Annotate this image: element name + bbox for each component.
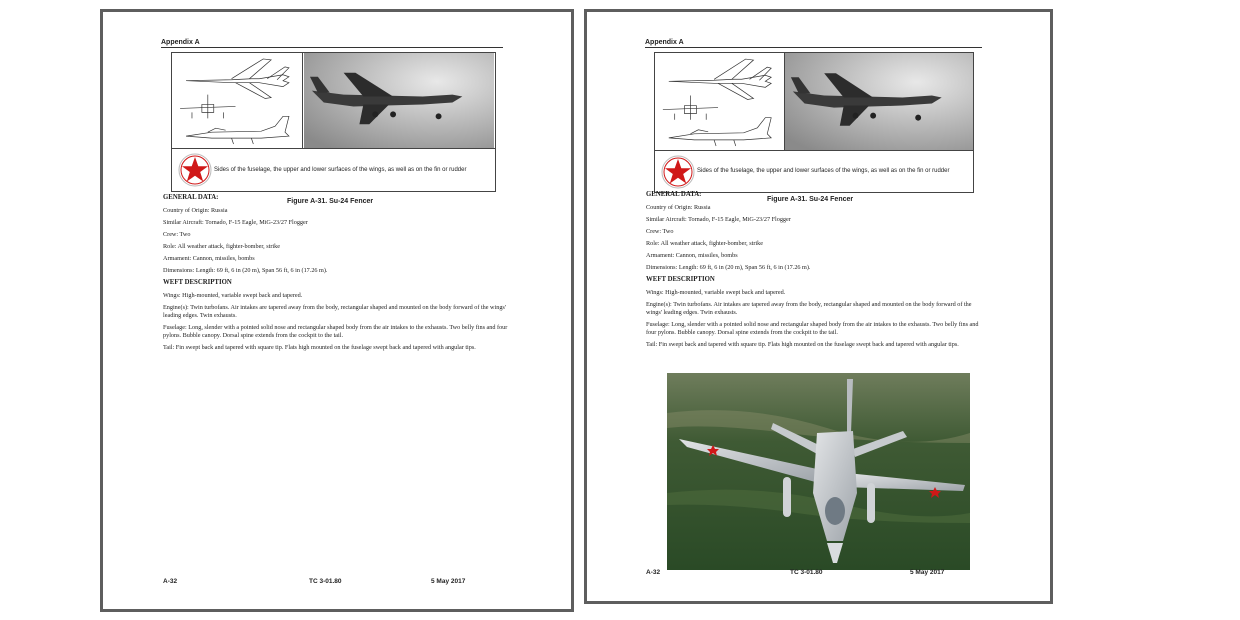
document-page-left xyxy=(100,9,574,612)
general-data-item: Crew: Two xyxy=(163,230,191,238)
footer-page-number: A-32 xyxy=(163,578,178,585)
weft-item: Tail: Fin swept back and tapered with square tip. Flats high mounted on the fuselage swept back and tapered with angular tips. xyxy=(646,341,959,349)
footer-date: 5 May 2017 xyxy=(431,578,466,585)
top-view-drawing xyxy=(669,59,771,99)
footer-date: 5 May 2017 xyxy=(910,569,945,576)
general-data-title: GENERAL DATA: xyxy=(163,194,219,201)
weft-item: Engine(s): Twin turbofans. Air intakes are tapered away from the body, rectangular shaped and mounted on the body forward of the wings' leading edges. Twin exhausts. xyxy=(646,301,972,317)
general-data-item: Country of Origin: Russia xyxy=(163,206,228,214)
footer-doc-id: TC 3-01.80 xyxy=(790,569,823,576)
general-data-title: GENERAL DATA: xyxy=(646,191,702,198)
marking-description: Sides of the fuselage, the upper and lower surfaces of the wings, as well as on the fin or rudder xyxy=(214,167,467,173)
aircraft-description xyxy=(163,194,513,356)
general-data-item: Country of Origin: Russia xyxy=(646,203,711,211)
weft-item: Wings: High-mounted, variable swept back and tapered. xyxy=(646,289,786,297)
page-header: Appendix A xyxy=(645,39,684,46)
weft-item: Wings: High-mounted, variable swept back and tapered. xyxy=(163,292,303,300)
document-page-right xyxy=(584,9,1053,604)
weft-title: WEFT DESCRIPTION xyxy=(646,276,715,284)
general-data-item: Similar Aircraft: Tornado, F-15 Eagle, MiG-23/27 Flogger xyxy=(646,215,791,223)
side-view-drawing xyxy=(186,116,289,144)
weft-item: Engine(s): Twin turbofans. Air intakes are tapered away from the body, rectangular shaped and mounted on the body forward of the wings' leading edges. Twin exhausts. xyxy=(163,304,506,320)
weft-item: Tail: Fin swept back and tapered with square tip. Flats high mounted on the fuselage swept back and tapered with angular tips. xyxy=(163,344,476,352)
footer-page-number: A-32 xyxy=(646,569,661,576)
side-view-drawing xyxy=(669,118,771,146)
general-data-item: Armament: Cannon, missiles, bombs xyxy=(646,252,738,260)
general-data-item: Dimensions: Length: 69 ft, 6 in (20 m), Span 56 ft, 6 in (17.26 m). xyxy=(646,264,811,272)
top-view-drawing xyxy=(186,59,289,99)
general-data-item: Dimensions: Length: 69 ft, 6 in (20 m), Span 56 ft, 6 in (17.26 m). xyxy=(163,267,328,275)
aircraft-description xyxy=(646,191,986,353)
front-view-drawing xyxy=(180,95,235,119)
aircraft-bw-photo xyxy=(785,53,973,151)
weft-title: WEFT DESCRIPTION xyxy=(163,279,232,287)
aircraft-figure xyxy=(171,52,496,192)
header-rule xyxy=(645,47,982,48)
general-data-item: Armament: Cannon, missiles, bombs xyxy=(163,255,255,263)
general-data-item: Role: All weather attack, fighter-bomber, strike xyxy=(163,243,280,251)
aircraft-color-photo xyxy=(667,373,970,570)
page-header: Appendix A xyxy=(161,39,200,46)
marking-row xyxy=(655,152,973,192)
general-data-item: Similar Aircraft: Tornado, F-15 Eagle, MiG-23/27 Flogger xyxy=(163,218,308,226)
figure-caption: Figure A-31. Su-24 Fencer xyxy=(767,196,854,203)
weft-item: Fuselage: Long, slender with a pointed solid nose and rectangular shaped body from the air intakes to the exhausts. Two belly fins and four pylons. Bubble canopy. Dorsal spine extends from the cockpit to the tail. xyxy=(646,321,979,337)
figure-caption: Figure A-31. Su-24 Fencer xyxy=(287,198,374,205)
aircraft-line-drawings xyxy=(655,53,785,151)
marking-row xyxy=(172,150,495,191)
marking-description: Sides of the fuselage, the upper and lower surfaces of the wings, as well as on the fin or rudder xyxy=(697,168,950,174)
general-data-item: Role: All weather attack, fighter-bomber, strike xyxy=(646,240,763,248)
aircraft-figure xyxy=(654,52,974,193)
header-rule xyxy=(161,47,503,48)
red-star-icon xyxy=(661,155,695,189)
weft-item: Fuselage: Long, slender with a pointed solid nose and rectangular shaped body from the air intakes to the exhausts. Two belly fins and four pylons. Bubble canopy. Dorsal spine extends from the cockpit to the tail. xyxy=(163,324,508,340)
general-data-item: Crew: Two xyxy=(646,227,674,235)
aircraft-bw-photo xyxy=(303,53,495,149)
red-star-icon xyxy=(178,153,212,187)
aircraft-line-drawings xyxy=(172,53,303,149)
front-view-drawing xyxy=(663,95,718,119)
footer-doc-id: TC 3-01.80 xyxy=(309,578,342,585)
